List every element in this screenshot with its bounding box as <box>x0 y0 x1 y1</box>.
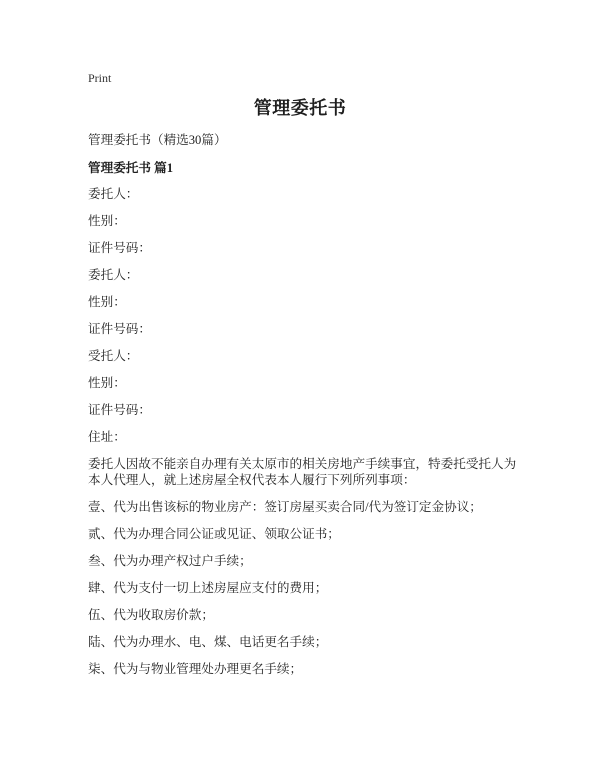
list-item: 柒、代为与物业管理处办理更名手续； <box>88 662 303 676</box>
field-gender-2: 性别： <box>88 295 126 309</box>
document-subtitle: 管理委托书（精选30篇） <box>88 133 227 147</box>
field-id-number-2: 证件号码： <box>88 322 151 336</box>
field-address: 住址： <box>88 430 126 444</box>
list-item: 陆、代为办理水、电、煤、电话更名手续； <box>88 635 328 649</box>
list-item: 贰、代为办理合同公证或见证、领取公证书； <box>88 527 340 541</box>
document-title: 管理委托书 <box>253 98 347 118</box>
field-agent: 受托人： <box>88 349 139 363</box>
field-gender-1: 性别： <box>88 214 126 228</box>
list-item: 伍、代为收取房价款； <box>88 608 214 622</box>
field-principal-2: 委托人： <box>88 268 139 282</box>
field-id-number-1: 证件号码： <box>88 241 151 255</box>
document-body <box>88 186 520 688</box>
field-principal-1: 委托人： <box>88 187 139 201</box>
authorization-paragraph: 委托人因故不能亲自办理有关太原市的相关房地产手续事宜，特委托受托人为本人代理人，就上述房屋全权代表本人履行下列所列事项： <box>88 457 517 487</box>
print-link[interactable]: Print <box>88 71 112 85</box>
list-item: 壹、代为出售该标的物业房产：签订房屋买卖合同/代为签订定金协议； <box>88 500 482 514</box>
section-heading: 管理委托书 篇1 <box>88 161 174 175</box>
field-gender-3: 性别： <box>88 376 126 390</box>
field-id-number-3: 证件号码： <box>88 403 151 417</box>
list-item: 叁、代为办理产权过户手续； <box>88 554 252 568</box>
list-item: 肆、代为支付一切上述房屋应支付的费用； <box>88 581 328 595</box>
